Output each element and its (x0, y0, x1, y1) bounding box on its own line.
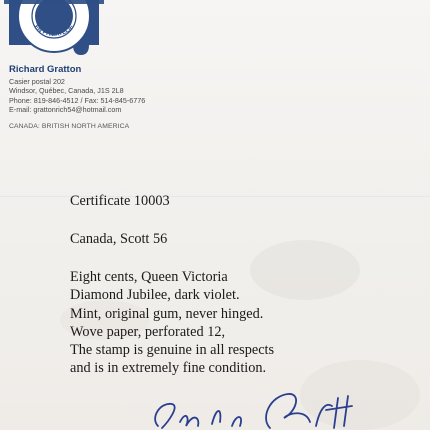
email: E-mail: grattonrich54@hotmail.com (9, 105, 122, 115)
expert-name: Richard Gratton (9, 64, 82, 75)
handwritten-signature (120, 388, 360, 430)
catalog-reference: Canada, Scott 56 (70, 231, 168, 247)
description-line: Wove paper, perforated 12, (70, 323, 226, 340)
phone-fax: Phone: 819-846-4512 / Fax: 514-845-6776 (9, 95, 146, 105)
address-line-2: Windsor, Québec, Canada, J1S 2L8 (9, 86, 124, 96)
description-line: Eight cents, Queen Victoria (70, 269, 228, 285)
expert-seal-logo-icon (4, 0, 104, 60)
description-line: Mint, original gum, never hinged. (70, 305, 264, 322)
certificate-number: Certificate 10003 (70, 193, 170, 209)
description-line: The stamp is genuine in all respects (70, 342, 275, 359)
certificate-description (70, 268, 274, 378)
category-line: CANADA: BRITISH NORTH AMERICA (9, 122, 130, 130)
description-line: Diamond Jubilee, dark violet. (70, 287, 240, 304)
letterhead (9, 64, 145, 130)
seal-ring-text-bottom: EN PHILATÉLIE (32, 24, 76, 39)
address-line-1: Casier postal 202 (9, 77, 65, 86)
paper-fold (0, 196, 430, 197)
description-line: and is in extremely fine condition. (70, 360, 267, 377)
